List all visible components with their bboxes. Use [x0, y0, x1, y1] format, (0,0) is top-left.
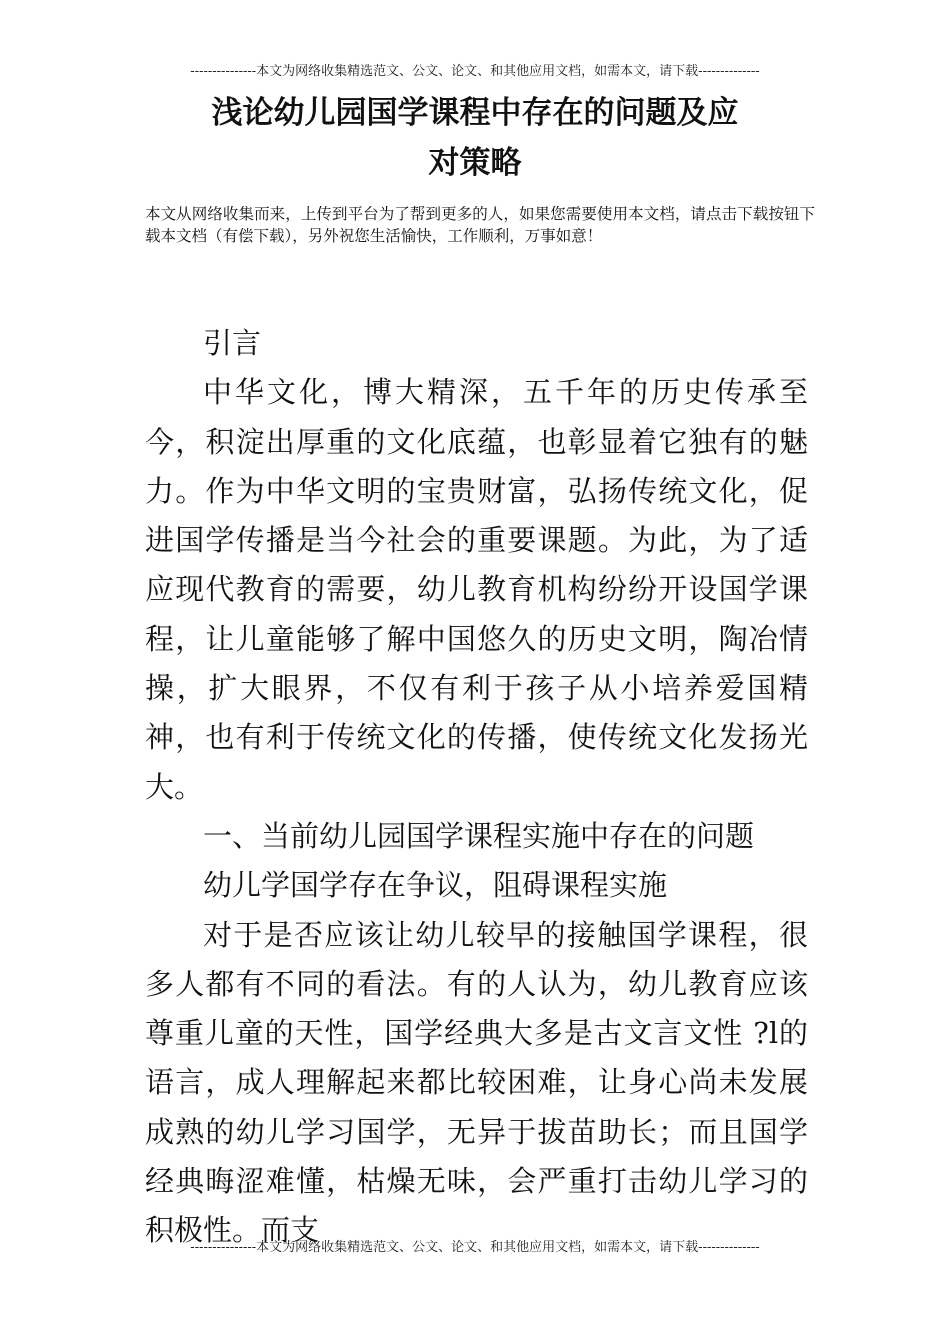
- footer-note: ---------------本文为网络收集精选范文、公文、论文、和其他应用文档，如需本文，请下载--------------: [190, 1240, 760, 1255]
- subsection-heading: 幼儿学国学存在争议，阻碍课程实施: [203, 868, 668, 903]
- paragraph: 中华文化，博大精深，五千年的历史传承至今，积淀出厚重的文化底蕴，也彰显着它独有的魅力。作为中华文明的宝贵财富，弘扬传统文化，促进国学传播是当今社会的重要课题。为此，为了适应现代教育的需要，幼儿教育机构纷纷开设国学课程，让儿童能够了解中国悠久的历史文明，陶冶情操，扩大眼界，不仅有利于孩子从小培养爱国精神，也有利于传统文化的传播，使传统文化发扬光大。: [145, 375, 808, 804]
- section-heading: 一、当前幼儿园国学课程实施中存在的问题: [203, 818, 755, 853]
- intro-note: 本文从网络收集而来，上传到平台为了帮到更多的人，如果您需要使用本文档，请点击下载按钮下载本文档（有偿下载），另外祝您生活愉快，工作顺利，万事如意！: [145, 205, 815, 245]
- paragraph-preface-heading: 引言: [203, 326, 262, 360]
- paragraph: 对于是否应该让幼儿较早的接触国学课程，很多人都有不同的看法。有的人认为，幼儿教育应该尊重儿童的天性，国学经典大多是古文言文性 ?l的语言，成人理解起来都比较困难，让身心尚未发展成熟的幼儿学习国学，无异于拔苗助长；而且国学经典晦涩难懂，枯燥无味，会严重打击幼儿学习的积极性。而支: [145, 917, 808, 1248]
- document-title: [150, 88, 800, 188]
- document-body: [145, 319, 808, 1256]
- title-line-2: 对策略: [428, 145, 522, 181]
- title-line-1: 浅论幼儿园国学课程中存在的问题及应: [211, 95, 739, 131]
- header-note: ---------------本文为网络收集精选范文、公文、论文、和其他应用文档，如需本文，请下载--------------: [190, 64, 760, 79]
